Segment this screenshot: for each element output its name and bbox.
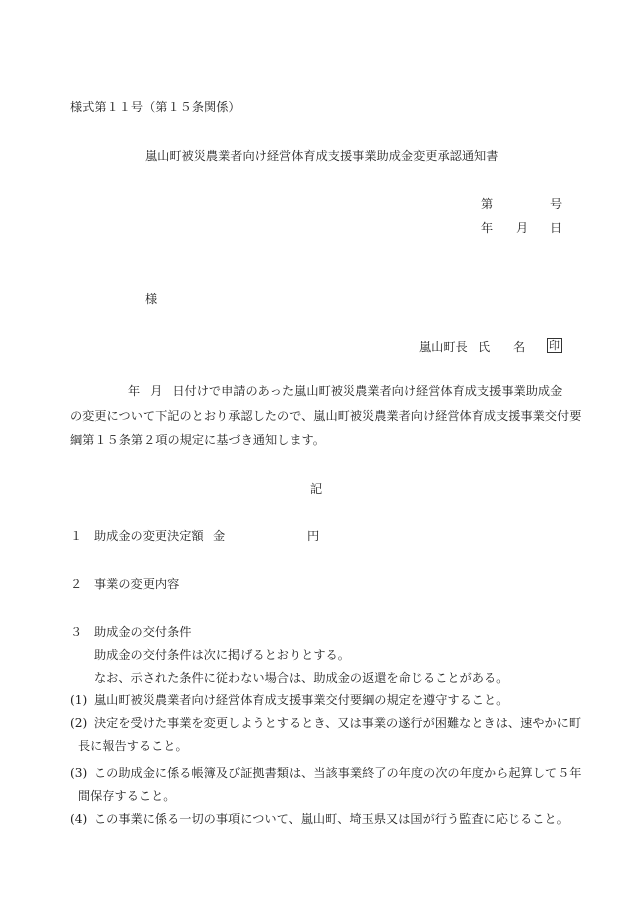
condition-text: この助成金に係る帳簿及び証拠書類は、当該事業終了の年度の次の年度から起算して５年 (94, 766, 582, 780)
body-text: 日付けで申請のあった嵐山町被災農業者向け経営体育成支援事業助成金 (172, 384, 563, 398)
number-dai: 第 (481, 197, 494, 211)
sender-mei: 名 (513, 340, 526, 354)
body-month: 月 (150, 384, 163, 398)
form-number: 様式第１１号（第１５条関係） (70, 100, 241, 114)
ki-heading: 記 (310, 482, 323, 496)
body-year: 年 (128, 384, 141, 398)
item-1-kin: 金 (213, 529, 226, 543)
date-year: 年 (481, 221, 494, 235)
item-3-label: 助成金の交付条件 (94, 625, 192, 639)
condition-text: この事業に係る一切の事項について、嵐山町、埼玉県又は国が行う監査に応じること。 (94, 812, 569, 826)
condition-text-continued: 長に報告すること。 (78, 739, 188, 753)
item-1-number: １ (70, 529, 83, 543)
document-title: 嵐山町被災農業者向け経営体育成支援事業助成金変更承認通知書 (145, 149, 499, 163)
seal-mark: 印 (549, 339, 560, 352)
number-go: 号 (550, 197, 563, 211)
date-month: 月 (516, 221, 529, 235)
item-1-yen: 円 (307, 529, 320, 543)
date-day: 日 (550, 221, 563, 235)
body-line-3: 綱第１５条第２項の規定に基づき通知します。 (70, 433, 325, 447)
item-3-para-2: なお、示された条件に従わない場合は、助成金の返還を命じることがある。 (94, 671, 509, 685)
condition-number: (3) (70, 766, 88, 780)
sender-title: 嵐山町長 (419, 340, 468, 354)
item-3-number: ３ (70, 625, 83, 639)
condition-number: (1) (70, 693, 88, 707)
condition-text-continued: 間保存すること。 (78, 789, 176, 803)
item-2-label: 事業の変更内容 (94, 577, 180, 591)
sender-shi: 氏 (478, 340, 491, 354)
body-line-1 (128, 385, 562, 397)
addressee-honorific: 様 (145, 292, 158, 306)
item-1-label: 助成金の変更決定額 (94, 529, 204, 543)
condition-number: (4) (70, 812, 88, 826)
condition-text: 決定を受けた事業を変更しようとするとき、又は事業の遂行が困難なときは、速やかに町 (94, 716, 582, 730)
condition-text: 嵐山町被災農業者向け経営体育成支援事業交付要綱の規定を遵守すること。 (94, 693, 509, 707)
item-3-para-1: 助成金の交付条件は次に掲げるとおりとする。 (94, 648, 350, 662)
condition-number: (2) (70, 716, 88, 730)
body-line-2: の変更について下記のとおり承認したので、嵐山町被災農業者向け経営体育成支援事業交付要 (70, 409, 582, 423)
item-2-number: ２ (70, 577, 83, 591)
